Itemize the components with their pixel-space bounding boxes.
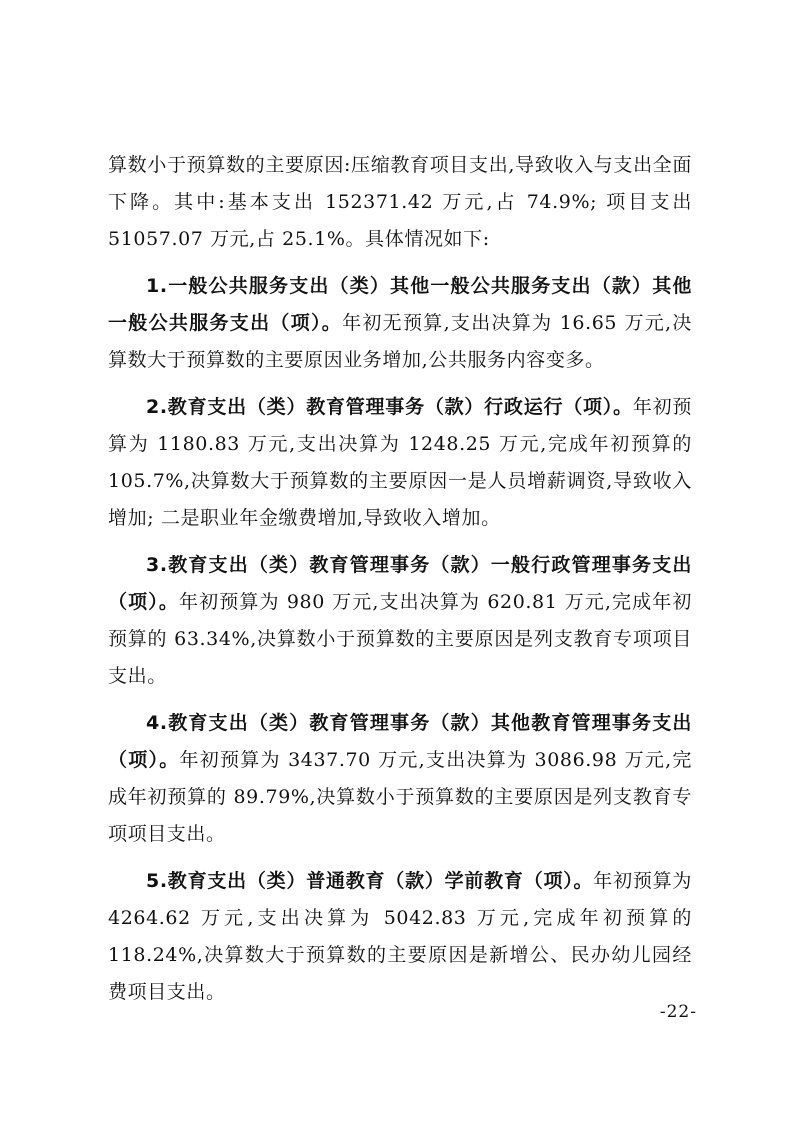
- item-2-body: 年初预算为 1180.83 万元,支出决算为 1248.25 万元,完成年初预算的 105.7%,决算数大于预算数的主要原因一是人员增薪调资,导致收入增加; 二是职业年金缴费增加,导致收入增加。: [108, 396, 692, 529]
- page-number: -22-: [659, 1002, 697, 1022]
- item-4-heading: 4.教育支出（类）教育管理事务（款）其他教育管理事务支出（项）。: [108, 712, 692, 771]
- item-1-heading: 1.一般公共服务支出（类）其他一般公共服务支出（款）其他一般公共服务支出（项）。: [108, 275, 692, 334]
- item-5-paragraph: [108, 863, 692, 1011]
- item-4-paragraph: [108, 705, 692, 853]
- item-5-body: 年初预算为 4264.62 万元,支出决算为 5042.83 万元,完成年初预算的118.24%,决算数大于预算数的主要原因是新增公、民办幼儿园经费项目支出。: [108, 870, 692, 1003]
- intro-paragraph: 算数小于预算数的主要原因:压缩教育项目支出,导致收入与支出全面下降。其中:基本支出 152371.42 万元,占 74.9%; 项目支出51057.07 万元,占 25.1%。具体情况如下:: [108, 154, 692, 250]
- item-1-body: 年初无预算,支出决算为 16.65 万元,决算数大于预算数的主要原因业务增加,公共服务内容变多。: [108, 312, 692, 371]
- item-4-body: 年初预算为 3437.70 万元,支出决算为 3086.98 万元,完成年初预算的 89.79%,决算数小于预算数的主要原因是列支教育专项项目支出。: [108, 749, 692, 845]
- item-2-paragraph: [108, 389, 692, 537]
- item-2-heading: 2.教育支出（类）教育管理事务（款）行政运行（项）。: [146, 396, 633, 418]
- item-3-heading: 3.教育支出（类）教育管理事务（款）一般行政管理事务支出（项）。: [108, 554, 692, 613]
- document-body: [108, 147, 692, 1021]
- item-3-paragraph: [108, 547, 692, 695]
- item-1-paragraph: [108, 268, 692, 379]
- item-5-heading: 5.教育支出（类）普通教育（款）学前教育（项）。: [146, 870, 594, 892]
- item-3-body: 年初预算为 980 万元,支出决算为 620.81 万元,完成年初预算的 63.34%,决算数小于预算数的主要原因是列支教育专项项目支出。: [108, 591, 692, 687]
